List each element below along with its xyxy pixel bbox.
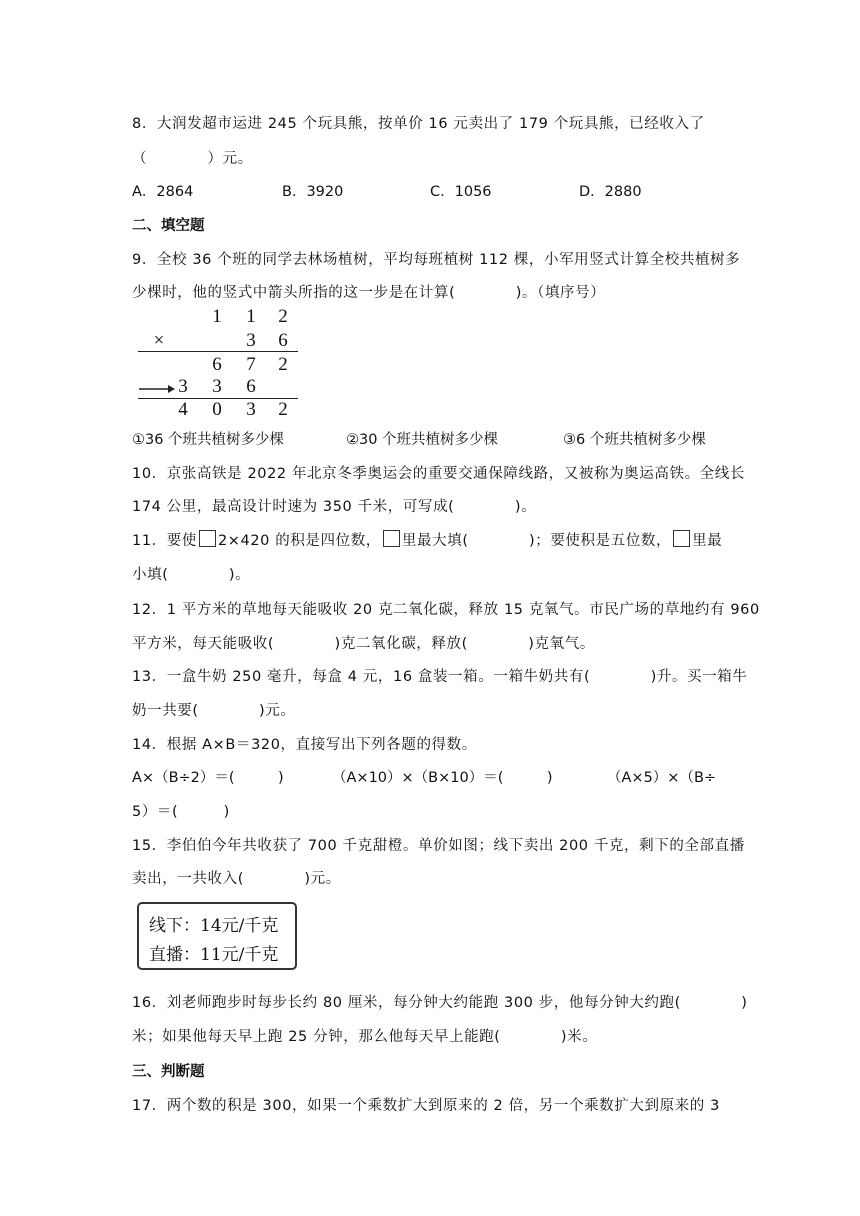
section-heading-judgement: 三、判断题: [132, 1064, 205, 1080]
times-sign: ×: [153, 330, 165, 351]
q14-expr-1: A×（B÷2）＝( ): [132, 770, 284, 786]
q14-line3: 5）＝( ): [132, 804, 230, 820]
q11-line2: 小填( )。: [132, 567, 251, 583]
calc-r5-d4: 2: [278, 399, 288, 420]
q9-line1: 9．全校 36 个班的同学去林场植树，平均每班植树 112 棵，小军用竖式计算全校共植树多: [132, 252, 741, 268]
blank-box: [199, 530, 216, 547]
calc-r5-d2: 0: [212, 399, 222, 420]
q10-line2: 174 公里，最高设计时速为 350 千米，可写成( )。: [132, 499, 537, 515]
q11-part2: 2×420 的积是四位数，: [217, 533, 381, 549]
q11-part3: 里最大填( )；要使积是五位数，: [401, 533, 672, 549]
q11-part1: 11．要使: [132, 533, 197, 549]
q9-choice-2: ②30 个班共植树多少棵: [346, 432, 499, 448]
q14-expr-3: （A×5）×（B÷: [607, 770, 717, 786]
q8-option-a: A．2864: [132, 184, 194, 200]
q14-line1: 14．根据 A×B＝320，直接写出下列各题的得数。: [132, 737, 477, 753]
blank-box: [383, 530, 400, 547]
q16-line1: 16．刘老师跑步时每步长约 80 厘米，每分钟大约能跑 300 步，他每分钟大约跑( ): [132, 995, 748, 1011]
calc-r2-d2: 6: [278, 330, 288, 351]
q15-line1: 15．李伯伯今年共收获了 700 千克甜橙。单价如图；线下卖出 200 千克，剩下的全部直播: [132, 838, 745, 854]
calc-r3-d1: 6: [212, 354, 222, 375]
q11-line1: [132, 529, 722, 550]
vertical-multiplication: [138, 306, 300, 422]
q12-line2: 平方米，每天能吸收( )克二氧化碳，释放( )克氧气。: [132, 636, 595, 652]
q8-option-b: B．3920: [282, 184, 344, 200]
q17-line1: 17．两个数的积是 300，如果一个乘数扩大到原来的 2 倍，另一个乘数扩大到原来的 3: [132, 1098, 720, 1114]
q9-choice-1: ①36 个班共植树多少棵: [132, 432, 285, 448]
calc-r2-d1: 3: [246, 330, 256, 351]
calc-r3-d3: 2: [278, 354, 288, 375]
calc-r4-d1: 3: [178, 376, 188, 397]
q9-choice-3: ③6 个班共植树多少棵: [563, 432, 706, 448]
q10-line1: 10．京张高铁是 2022 年北京冬季奥运会的重要交通保障线路，又被称为奥运高铁。全线长: [132, 466, 745, 482]
calc-r4-d2: 3: [212, 376, 222, 397]
blank-box: [673, 530, 690, 547]
calc-r5-d1: 4: [178, 399, 188, 420]
q15-line2: 卖出，一共收入( )元。: [132, 871, 341, 887]
q11-part4: 里最: [692, 533, 723, 549]
arrow-icon: [138, 382, 176, 396]
calc-r3-d2: 7: [246, 354, 256, 375]
q8-option-d: D．2880: [579, 184, 642, 200]
q13-line1: 13．一盒牛奶 250 毫升，每盒 4 元，16 盒装一箱。一箱牛奶共有( )升。买一箱牛: [132, 669, 748, 685]
price-livestream: 直播：11元/千克: [149, 945, 279, 965]
q12-line1: 12．1 平方米的草地每天能吸收 20 克二氧化碳，释放 15 克氧气。市民广场的草地约有 960: [132, 602, 760, 618]
q13-line2: 奶一共要( )元。: [132, 703, 296, 719]
q8-option-c: C．1056: [430, 184, 492, 200]
q8-line2: （ ）元。: [132, 151, 253, 167]
q9-line2: 少棵时，他的竖式中箭头所指的这一步是在计算( )。（填序号）: [132, 285, 606, 301]
calc-r1-d3: 2: [278, 306, 288, 327]
price-offline: 线下：14元/千克: [149, 916, 279, 936]
calc-r1-d2: 1: [246, 306, 256, 327]
calc-rule-1: [138, 351, 298, 352]
q14-expr-2: （A×10）×（B×10）＝( ): [332, 770, 553, 786]
calc-r4-d3: 6: [246, 376, 256, 397]
calc-r5-d3: 3: [246, 399, 256, 420]
calc-r1-d1: 1: [212, 306, 222, 327]
q8-line1: 8．大润发超市运进 245 个玩具熊，按单价 16 元卖出了 179 个玩具熊，已经收入了: [132, 116, 705, 132]
price-card: [137, 902, 297, 970]
q16-line2: 米；如果他每天早上跑 25 分钟，那么他每天早上能跑( )米。: [132, 1029, 598, 1045]
section-heading-fill-in: 二、填空题: [132, 218, 205, 234]
